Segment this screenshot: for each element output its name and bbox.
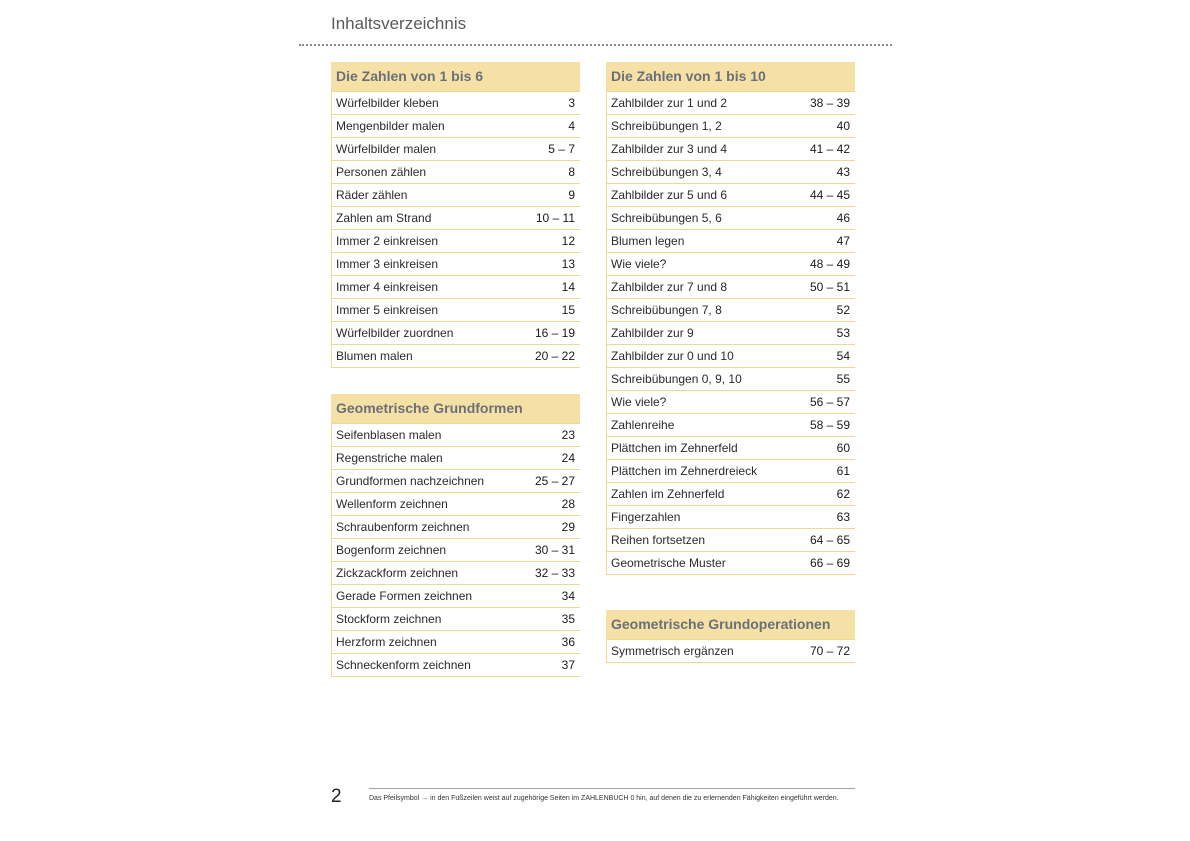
section-grundoperationen <box>606 610 855 663</box>
toc-entry <box>331 447 580 470</box>
toc-entry-page: 47 <box>836 234 850 248</box>
toc-entry <box>606 299 855 322</box>
toc-entry-title: Reihen fortsetzen <box>611 533 706 547</box>
toc-entry <box>606 437 855 460</box>
toc-entry-page: 35 <box>561 612 575 626</box>
title-divider <box>299 44 892 46</box>
toc-entry-title: Gerade Formen zeichnen <box>336 589 473 603</box>
toc-entry-title: Zahlbilder zur 0 und 10 <box>611 349 734 363</box>
toc-entry-title: Stockform zeichnen <box>336 612 442 626</box>
toc-entry-page: 13 <box>561 257 575 271</box>
toc-entry-page: 34 <box>561 589 575 603</box>
toc-entry-page: 29 <box>561 520 575 534</box>
footnote: Das Pfeilsymbol → in den Fußzeilen weist auf zugehörige Seiten im ZAHLENBUCH 0 hin, auf denen die zu erlernenden Fähigkeiten eingeführt werden. <box>369 795 839 802</box>
toc-list <box>331 91 580 368</box>
toc-entry-title: Geometrische Muster <box>611 556 726 570</box>
toc-list <box>606 639 855 663</box>
toc-entry <box>331 539 580 562</box>
toc-entry-page: 60 <box>836 441 850 455</box>
toc-entry-title: Schreibübungen 7, 8 <box>611 303 722 317</box>
toc-entry-page: 4 <box>568 119 575 133</box>
toc-entry <box>606 207 855 230</box>
toc-entry-page: 56 – 57 <box>809 395 850 409</box>
page-number: 2 <box>331 786 342 807</box>
toc-entry <box>331 424 580 447</box>
toc-entry-title: Blumen malen <box>336 349 413 363</box>
toc-entry-page: 40 <box>836 119 850 133</box>
toc-entry <box>606 276 855 299</box>
toc-entry-page: 55 <box>836 372 850 386</box>
toc-entry-title: Immer 5 einkreisen <box>336 303 439 317</box>
toc-entry-title: Immer 2 einkreisen <box>336 234 439 248</box>
toc-entry <box>606 230 855 253</box>
toc-entry-title: Würfelbilder kleben <box>336 96 439 110</box>
toc-entry-page: 64 – 65 <box>809 533 850 547</box>
toc-entry-title: Wie viele? <box>611 395 667 409</box>
toc-entry-title: Fingerzahlen <box>611 510 681 524</box>
toc-entry-page: 28 <box>561 497 575 511</box>
toc-entry-page: 54 <box>836 349 850 363</box>
toc-entry-title: Schneckenform zeichnen <box>336 658 471 672</box>
toc-entry-page: 50 – 51 <box>809 280 850 294</box>
toc-entry <box>331 516 580 539</box>
toc-entry-page: 36 <box>561 635 575 649</box>
toc-entry-page: 37 <box>561 658 575 672</box>
toc-entry <box>606 161 855 184</box>
toc-entry-title: Räder zählen <box>336 188 408 202</box>
toc-entry-title: Plättchen im Zehnerdreieck <box>611 464 758 478</box>
toc-entry-page: 10 – 11 <box>535 211 575 225</box>
section-heading: Die Zahlen von 1 bis 6 <box>331 62 580 91</box>
toc-entry <box>606 138 855 161</box>
toc-entry-title: Symmetrisch ergänzen <box>611 644 734 658</box>
toc-entry-title: Schreibübungen 5, 6 <box>611 211 722 225</box>
toc-list <box>331 423 580 677</box>
toc-entry <box>606 460 855 483</box>
toc-entry-page: 38 – 39 <box>809 96 850 110</box>
toc-entry-page: 32 – 33 <box>534 566 575 580</box>
toc-entry-page: 30 – 31 <box>534 543 575 557</box>
toc-entry <box>606 115 855 138</box>
toc-entry <box>331 654 580 677</box>
toc-entry-page: 20 – 22 <box>534 349 575 363</box>
toc-entry <box>606 322 855 345</box>
toc-entry-page: 70 – 72 <box>809 644 850 658</box>
toc-entry-title: Schreibübungen 0, 9, 10 <box>611 372 742 386</box>
toc-entry-title: Zahlen im Zehnerfeld <box>611 487 725 501</box>
toc-entry-page: 3 <box>568 96 575 110</box>
toc-entry-title: Seifenblasen malen <box>336 428 442 442</box>
toc-entry-page: 16 – 19 <box>534 326 575 340</box>
toc-entry-page: 8 <box>568 165 575 179</box>
toc-entry-page: 48 – 49 <box>809 257 850 271</box>
toc-entry-title: Blumen legen <box>611 234 685 248</box>
toc-entry <box>331 562 580 585</box>
toc-entry <box>331 299 580 322</box>
section-heading: Geometrische Grundformen <box>331 394 580 423</box>
toc-entry <box>331 322 580 345</box>
toc-entry <box>606 414 855 437</box>
toc-entry-title: Plättchen im Zehnerfeld <box>611 441 738 455</box>
toc-entry-title: Zickzackform zeichnen <box>336 566 459 580</box>
toc-entry <box>331 230 580 253</box>
toc-entry <box>606 92 855 115</box>
toc-entry-title: Wellenform zeichnen <box>336 497 448 511</box>
toc-entry <box>331 608 580 631</box>
page-title: Inhaltsverzeichnis <box>331 14 467 33</box>
toc-entry-title: Zahlbilder zur 9 <box>611 326 694 340</box>
toc-entry <box>331 253 580 276</box>
toc-entry-title: Zahlenreihe <box>611 418 675 432</box>
toc-entry <box>606 552 855 575</box>
toc-entry-title: Grundformen nachzeichnen <box>336 474 485 488</box>
toc-entry-title: Würfelbilder malen <box>336 142 437 156</box>
toc-entry <box>606 253 855 276</box>
toc-entry-title: Personen zählen <box>336 165 427 179</box>
toc-entry <box>606 345 855 368</box>
toc-entry-page: 24 <box>561 451 575 465</box>
section-heading: Geometrische Grundoperationen <box>606 610 855 639</box>
toc-entry <box>606 640 855 663</box>
toc-entry-title: Würfelbilder zuordnen <box>336 326 454 340</box>
toc-entry-page: 53 <box>836 326 850 340</box>
toc-entry-title: Schreibübungen 3, 4 <box>611 165 722 179</box>
toc-entry-title: Herzform zeichnen <box>336 635 437 649</box>
footer-divider <box>369 788 855 789</box>
toc-entry-title: Zahlbilder zur 5 und 6 <box>611 188 728 202</box>
toc-entry-page: 5 – 7 <box>548 142 575 156</box>
toc-entry <box>606 483 855 506</box>
toc-entry-title: Mengenbilder malen <box>336 119 445 133</box>
toc-entry-page: 63 <box>836 510 850 524</box>
toc-list <box>606 91 855 575</box>
toc-entry-page: 58 – 59 <box>809 418 850 432</box>
toc-entry-title: Zahlbilder zur 7 und 8 <box>611 280 728 294</box>
toc-entry <box>331 585 580 608</box>
toc-entry <box>331 207 580 230</box>
toc-entry <box>606 184 855 207</box>
toc-entry <box>606 506 855 529</box>
section-heading: Die Zahlen von 1 bis 10 <box>606 62 855 91</box>
toc-entry-title: Immer 4 einkreisen <box>336 280 439 294</box>
toc-entry <box>331 184 580 207</box>
toc-entry-page: 52 <box>836 303 850 317</box>
toc-entry-page: 44 – 45 <box>809 188 850 202</box>
toc-entry-page: 15 <box>561 303 575 317</box>
toc-entry <box>331 92 580 115</box>
toc-entry <box>606 391 855 414</box>
toc-entry-page: 62 <box>836 487 850 501</box>
toc-entry <box>606 368 855 391</box>
toc-entry <box>331 276 580 299</box>
toc-entry <box>331 631 580 654</box>
section-zahlen-1-10 <box>606 62 855 575</box>
section-zahlen-1-6 <box>331 62 580 368</box>
toc-entry-page: 66 – 69 <box>809 556 850 570</box>
toc-entry <box>606 529 855 552</box>
toc-entry-page: 9 <box>568 188 575 202</box>
toc-entry-title: Wie viele? <box>611 257 667 271</box>
toc-entry-title: Zahlen am Strand <box>336 211 432 225</box>
toc-entry-title: Bogenform zeichnen <box>336 543 447 557</box>
toc-entry-title: Zahlbilder zur 1 und 2 <box>611 96 728 110</box>
section-grundformen <box>331 394 580 677</box>
toc-entry-page: 12 <box>561 234 575 248</box>
toc-entry-title: Schreibübungen 1, 2 <box>611 119 722 133</box>
toc-entry-page: 23 <box>561 428 575 442</box>
toc-entry-title: Immer 3 einkreisen <box>336 257 439 271</box>
toc-entry <box>331 161 580 184</box>
toc-entry <box>331 115 580 138</box>
toc-entry <box>331 138 580 161</box>
toc-entry-page: 25 – 27 <box>534 474 575 488</box>
toc-entry-page: 46 <box>836 211 850 225</box>
toc-entry-title: Schraubenform zeichnen <box>336 520 470 534</box>
toc-entry-title: Regenstriche malen <box>336 451 443 465</box>
toc-entry-page: 41 – 42 <box>809 142 850 156</box>
toc-entry <box>331 493 580 516</box>
toc-entry <box>331 470 580 493</box>
toc-entry-page: 61 <box>836 464 850 478</box>
toc-entry-title: Zahlbilder zur 3 und 4 <box>611 142 728 156</box>
toc-entry <box>331 345 580 368</box>
toc-entry-page: 43 <box>836 165 850 179</box>
toc-entry-page: 14 <box>561 280 575 294</box>
